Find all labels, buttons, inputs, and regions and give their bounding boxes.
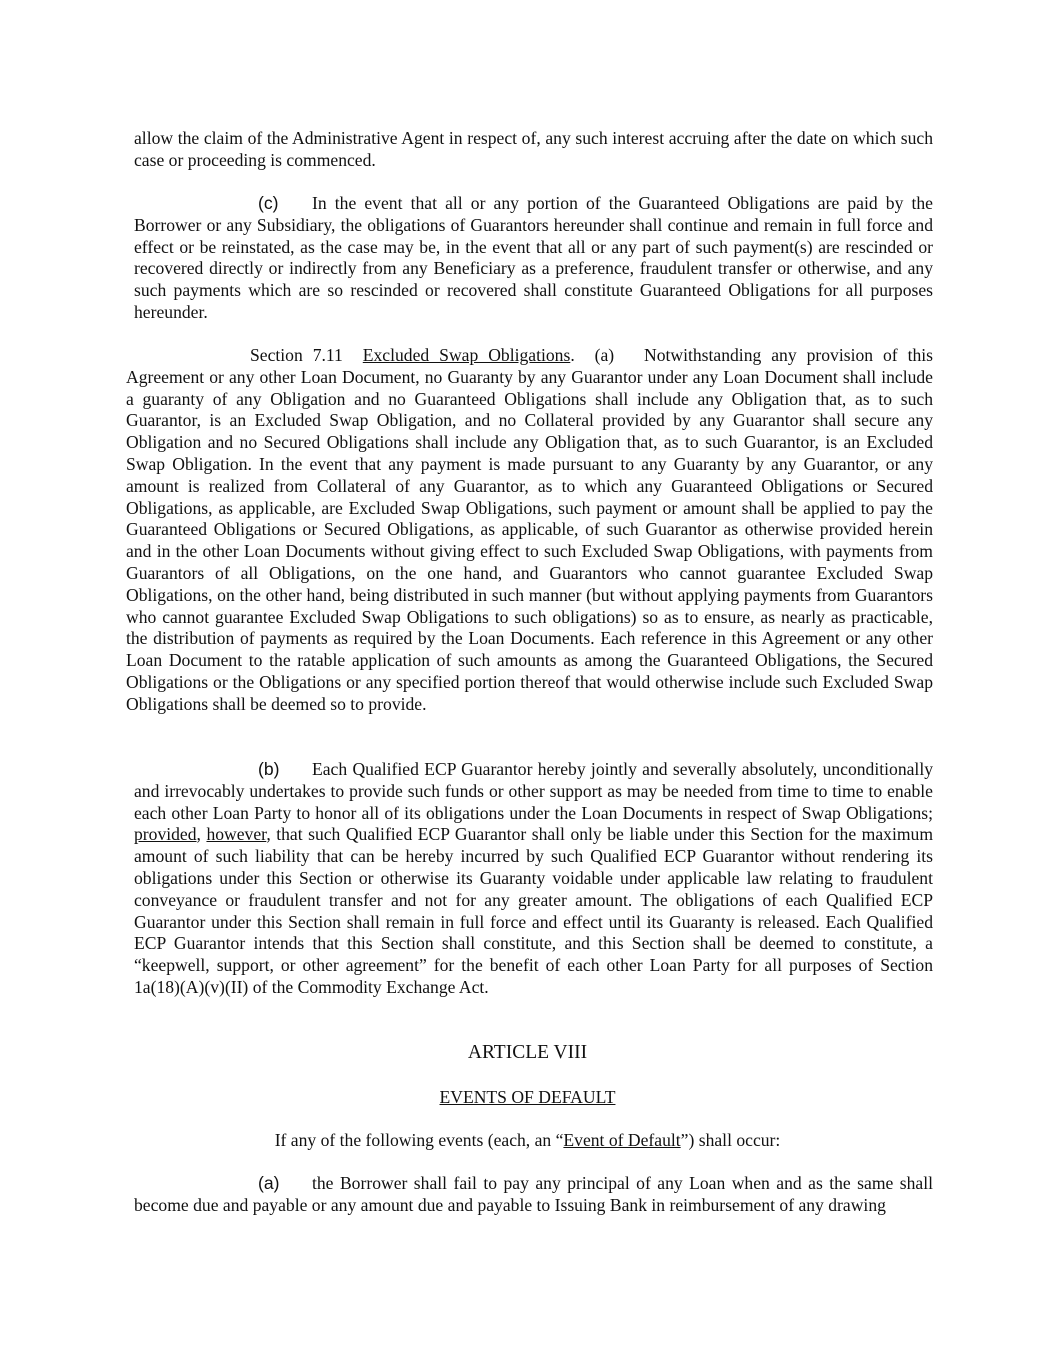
paragraph-b-comma: , [196, 824, 207, 845]
paragraph-a-text: the Borrower shall fail to pay any principal of any Loan when and as the same shall become due and payable or any amount due and payable to Issuing Bank in reimbursement of any drawing [134, 1173, 933, 1215]
paragraph-c-marker: (c) [258, 193, 279, 213]
provided-term: provided [134, 824, 197, 845]
paragraph-a-marker: (a) [258, 1173, 280, 1193]
event-of-default-term: Event of Default [563, 1130, 681, 1150]
section-7-11-text: Notwithstanding any provision of this Agreement or any other Loan Document, no Guaranty by any Guarantor under any Loan Document shall include a guaranty of any Obligation and no Guaranteed Obligations shall include any Obligation that, as to such Guarantor, is an Excluded Swap Obligation, and no Collateral provided by any Guarantor shall secure any Obligation and no Secured Obligations shall include any Obligation that, as to such Guarantor, is an Excluded Swap Obligation. In the event that any payment is made pursuant to any Guaranty by any Guarantor, or any amount is realized from Collateral of any Guarantor, as to which any Guaranteed Obligations or Secured Obligations, as applicable, are Excluded Swap Obligations, such payment or amount shall be applied to pay the Guaranteed Obligations or Secured Obligations, as applicable, of such Guarantor as otherwise provided herein and in the other Loan Documents without giving effect to such Excluded Swap Obligations, with payments from Guarantors of all Obligations, on the one hand, and Guarantors who cannot guarantee Excluded Swap Obligations, on the other hand, being distributed in such manner (but without applying payments from Guarantors who cannot guarantee Excluded Swap Obligations to such obligations) so as to ensure, as nearly as practicable, the distribution of payments as required by the Loan Documents. Each reference in this Agreement or any other Loan Document to the ratable application of such amounts as among the Guaranteed Obligations, the Secured Obligations or the Obligations or any specified portion thereof that would otherwise include such Excluded Swap Obligations shall be deemed so to provide. [126, 345, 934, 714]
events-intro-before: If any of the following events (each, an “ [274, 1130, 564, 1150]
section-title-punct: . [570, 345, 575, 365]
paragraph-c-text: In the event that all or any portion of the Guaranteed Obligations are paid by the Borrower or any Subsidiary, the obligations of Guarantors hereunder shall continue and remain in full force and effect or be reinstated, as the case may be, in the event that all or any part of such payment(s) are rescinded or recovered directly or indirectly from any Beneficiary as a preference, fraudulent transfer or otherwise, and any such payments which are so rescinded or recovered shall constitute Guaranteed Obligations for all purposes hereunder. [134, 193, 933, 322]
paragraph-a [134, 1173, 933, 1217]
section-sub-marker: (a) [594, 345, 615, 365]
paragraph-b-marker: (b) [258, 759, 280, 779]
however-term: however [206, 824, 267, 845]
paragraph-intro [134, 128, 933, 172]
events-intro-after: ”) shall occur: [680, 1130, 781, 1150]
paragraph-intro-text: allow the claim of the Administrative Agent in respect of, any such interest accruing after the date on which such case or proceeding is commenced. [134, 128, 933, 170]
paragraph-c [134, 193, 933, 324]
section-number: Section 7.11 [250, 345, 343, 365]
events-intro [0, 1129, 1055, 1151]
paragraph-b-text-1: Each Qualified ECP Guarantor hereby jointly and severally absolutely, unconditionally and irrevocably undertakes to provide such funds or other support as may be needed from time to time to enable each other Loan Party to honor all of its obligations under the Loan Documents in respect of Swap Obligations; [134, 759, 933, 823]
section-title: Excluded Swap Obligations [362, 345, 571, 365]
article-subheading-text: EVENTS OF DEFAULT [439, 1087, 616, 1107]
paragraph-b-text-2: , that such Qualified ECP Guarantor shall only be liable under this Section for the maximum amount of such liability that can be hereby incurred by such Qualified ECP Guarantor without rendering its obligations under this Section or otherwise its Guaranty voidable under applicable law relating to fraudulent conveyance or fraudulent transfer and not for any greater amount. The obligations of each Qualified ECP Guarantor under this Section shall remain in full force and effect until its Guaranty is released. Each Qualified ECP Guarantor intends that this Section shall constitute, and this Section shall be deemed to constitute, a “keepwell, support, or other agreement” for the benefit of each other Loan Party for all purposes of Section 1a(18)(A)(v)(II) of the Commodity Exchange Act. [134, 824, 934, 997]
article-subheading [0, 1086, 1055, 1108]
paragraph-b [134, 759, 933, 999]
article-heading: ARTICLE VIII [467, 1042, 588, 1063]
section-7-11 [126, 345, 933, 716]
